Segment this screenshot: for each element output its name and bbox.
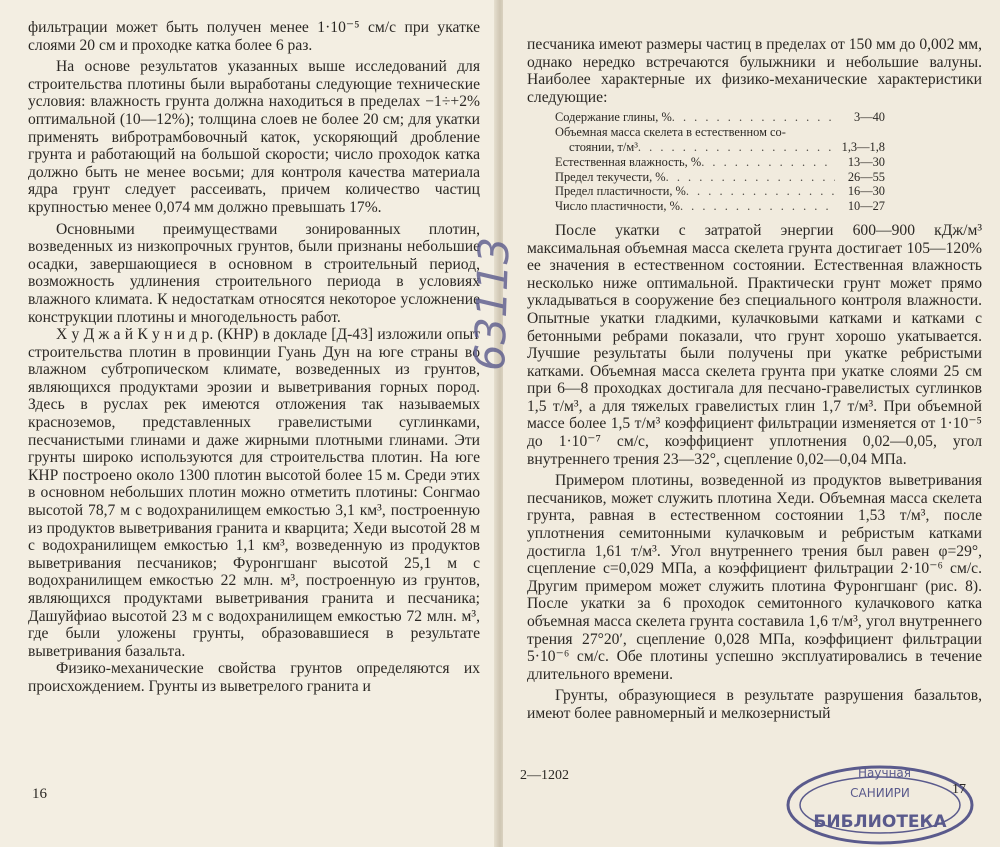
page-number-right: 17: [952, 782, 966, 797]
property-label: Естественная влажность, %: [555, 154, 702, 169]
property-value: 13—30: [847, 154, 885, 169]
property-row: [555, 155, 885, 170]
property-value: 16—30: [847, 184, 885, 199]
stamp-text-top: Научная: [858, 766, 911, 780]
leader-dots: [686, 184, 835, 199]
property-label: Предел текучести, %: [555, 169, 666, 184]
property-label: Объемная масса скелета в естественном со-: [555, 125, 786, 140]
right-paragraph-1: После укатки с затратой энергии 600—900 кДж/м³ максимальная объемная масса скелета грунта достигает 105—120% ее значения в естественном состоянии. Естественная влажность несколько ниже оптимальной. Практически грунт может прямо укладываться в сооружение без специального контроля влажности. Опытные укатки гладкими, кулачковыми катками и катками с бетонными ребрами показали, что грунт хорошо укатывается. Лучшие результаты были получены при укатке ребристыми катками. Объемная масса скелета грунта при укатке слоями 25 см при 6—8 проходках достигала для песчано-гравелистых суглинков 1,5 т/м³, а для тяжелых гравелистых глин 1,7 т/м³. При объемной массе более 1,5 т/м³ коэффициент фильтрации изменяется от 1·10⁻⁵ до 1·10⁻⁷ см/с, коэффициент уплотнения 0,02—0,05, угол внутреннего трения 23—32°, сцепление 0,02—0,04 МПа.: [527, 221, 982, 468]
property-value: 10—27: [847, 199, 885, 214]
left-paragraph-2: На основе результатов указанных выше исследований для строительства плотины были выработаны следующие технические условия: влажность грунта должна находиться в пределах −1÷+2% оптимальной (10—12%); толщина слоев не более 20 см; для укатки применять вибротрамбовочный каток, ускоряющий дробление грунта и работающий на большой скорости; число проходок катка должно быть не менее восьми; для контроля качества материала ядра грунт следует рассеивать, причем количество частиц крупностью менее 0,074 мм должно превышать 17%.: [28, 58, 480, 216]
property-label: Содержание глины, %: [555, 110, 672, 125]
property-row: [555, 184, 885, 199]
library-stamp: [780, 755, 980, 847]
stamp-text-middle: САНИИРИ: [850, 786, 910, 800]
leader-dots: [638, 140, 835, 155]
right-paragraph-2: Примером плотины, возведенной из продуктов выветривания песчаников, может служить плотина Хеди. Объемная масса скелета грунта, равная в естественном состоянии 1,53 т/м³, после уплотнения семитонными кулачковым и ребристым катками достигла 1,61 т/м³. Угол внутреннего трения был равен φ=29°, сцепление c=0,029 МПа, а коэффициент фильтрации 2·10⁻⁶ см/с. Другим примером может служить плотина Фуронгшанг (рис. 8). После укатки за 6 проходок семитонного кулачкового катка объемная масса скелета грунта составила 1,6 т/м³, угол внутреннего трения 27°20′, сцепление 0,028 МПа, коэффициент фильтрации 5·10⁻⁶ см/с. Обе плотины успешно эксплуатировались в течение длительного времени.: [527, 472, 982, 683]
property-row: [555, 110, 885, 125]
right-intro-paragraph: песчаника имеют размеры частиц в пределах от 150 мм до 0,002 мм, однако нередко встречаются булыжники и небольшие валуны. Наиболее характерные их физико-механические характеристики следующие:: [527, 36, 982, 106]
handwritten-inventory-number: 63113: [465, 236, 519, 372]
property-value: 1,3—1,8: [841, 139, 885, 154]
leader-dots: [666, 170, 835, 185]
property-value: 26—55: [847, 169, 885, 184]
property-label: стоянии, т/м³: [569, 139, 638, 154]
property-value: 3—40: [854, 110, 885, 125]
printer-signature: 2—1202: [520, 768, 569, 783]
property-label: Число пластичности, %: [555, 199, 680, 214]
left-paragraph-5: Физико-механические свойства грунтов определяются их происхождением. Грунты из выветрелого гранита и: [28, 660, 480, 695]
properties-table: [555, 110, 885, 214]
property-row: [555, 170, 885, 185]
left-paragraph-3: Основными преимуществами зонированных плотин, возведенных из низкопрочных грунтов, были признаны небольшие осадки, завершающиеся в основном в строительный период, возможность удлинения строительного периода в условиях влажного климата. К недостаткам относятся некоторое усложнение конструкции плотины и многодельность работ.: [28, 220, 480, 326]
left-page: [0, 0, 497, 847]
right-paragraph-3: Грунты, образующиеся в результате разрушения базальтов, имеют более равномерный и мелкозернистый: [527, 687, 982, 722]
property-label: Предел пластичности, %: [555, 184, 686, 199]
left-paragraph-4: Х у Д ж а й К у н и д р. (КНР) в докладе [Д-43] изложили опыт строительства плотин в провинции Гуань Дун на юге страны во влажном субтропическом климате, возведенных из грунтов, являющихся продуктами эрозии и выветривания горных пород. Здесь в руслах рек имеются отложения так называемых красноземов, представленных гравелистыми суглинками, песчанистыми глинами и даже жирными плотными глинами. Эти грунты широко используются для строительства плотин. На юге КНР построено около 1300 плотин высотой более 15 м. Среди этих в основном небольших плотин можно отметить плотины: Сонгмао высотой 78,7 м с водохранилищем емкостью 3,1 км³, построенную из продуктов выветривания гранита и кварцита; Хеди высотой 28 м с водохранилищем емкостью 1,1 км³, возведенную из продуктов выветривания песчаников; Фуронгшанг высотой 25,1 м с водохранилищем емкостью 22 млн. м³, построенную из грунтов, являющихся продуктами выветривания гранита и песчаника; Дашуйфиао высотой 23 м с водохранилищем емкостью 72 млн. м³, где были уложены грунты, образовавшиеся в результате выветривания базальта.: [28, 326, 480, 660]
left-page-text: [28, 19, 480, 696]
page-number-left: 16: [32, 786, 47, 802]
leader-dots: [672, 110, 835, 125]
property-row: [555, 199, 885, 214]
right-page: [503, 0, 1000, 847]
property-row: [555, 140, 885, 155]
stamp-text-bottom: БИБЛИОТЕКА: [813, 812, 947, 832]
leader-dots: [701, 155, 835, 170]
left-paragraph-1: фильтрации может быть получен менее 1·10⁻⁵ см/с при укатке слоями 20 см и проходке катка более 6 раз.: [28, 19, 480, 54]
property-row: [555, 125, 885, 140]
right-page-text: [527, 36, 982, 723]
leader-dots: [680, 199, 835, 214]
